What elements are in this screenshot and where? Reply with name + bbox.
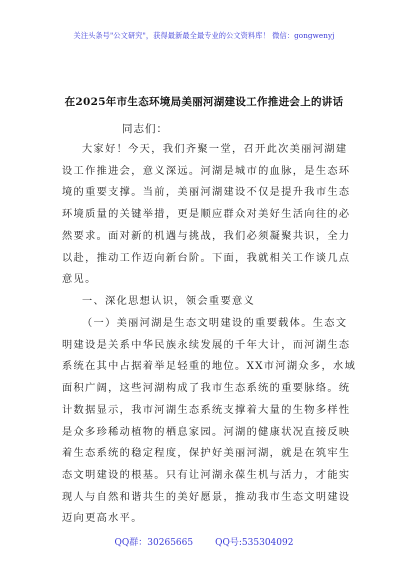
qq-number: QQ号:535304092 (215, 538, 294, 548)
footer (0, 535, 408, 548)
body-line: 环境质量的关键举措，更是顺应群众对美好生活向往的必 (62, 209, 351, 220)
qq-group: QQ群：30265665 (114, 538, 194, 548)
body-line: 然要求。面对新的机遇与挑战，我们必须凝聚共识，全力 (62, 231, 351, 242)
subsection-heading: （一）美丽河湖是生态文明建设的重要载体。生态文 (82, 318, 348, 329)
body-line: 着生态系统的稳定程度，保护好美丽河湖，就是在筑牢生 (62, 448, 351, 459)
document-title: 在2025年市生态环境局美丽河湖建设工作推进会上的讲话 (64, 96, 344, 108)
body-line: 意见。 (62, 274, 97, 285)
body-line: 面积广阔，这些河湖构成了我市生态系统的重要脉络。统 (62, 383, 351, 394)
body-line: 以赴，推动工作迈向新台阶。下面，我就相关工作谈几点 (62, 253, 351, 264)
body-line: 现人与自然和谐共生的美好愿景，推动我市生态文明建设 (62, 492, 351, 503)
body-line: 是众多珍稀动植物的栖息家园。河湖的健康状况直接反映 (62, 427, 351, 438)
section-heading: 一、深化思想认识，领会重要意义 (82, 296, 256, 307)
body-line: 计数据显示，我市河湖生态系统支撑着大量的生物多样性 (62, 405, 351, 416)
body-line: 迈向更高水平。 (62, 513, 143, 524)
greeting: 同志们： (122, 123, 168, 135)
body-line: 境的重要支撑。当前，美丽河湖建设不仅是提升我市生态 (62, 187, 351, 198)
body-line: 设工作推进会，意义深远。河湖是城市的血脉，是生态环 (62, 166, 351, 177)
body-line: 大家好！今天，我们齐聚一堂，召开此次美丽河湖建 (82, 144, 348, 155)
body-line: 态文明建设的根基。只有让河湖永葆生机与活力，才能实 (62, 470, 351, 481)
body-line: 明建设是关系中华民族永续发展的千年大计，而河湖生态 (62, 340, 351, 351)
header-banner: 关注头条号"公文研究"，获得最新最全最专业的公文资料库！ 微信：gongwenyj (73, 31, 335, 40)
body-line: 系统在其中占据着举足轻重的地位。XX市河湖众多，水域 (62, 361, 357, 372)
